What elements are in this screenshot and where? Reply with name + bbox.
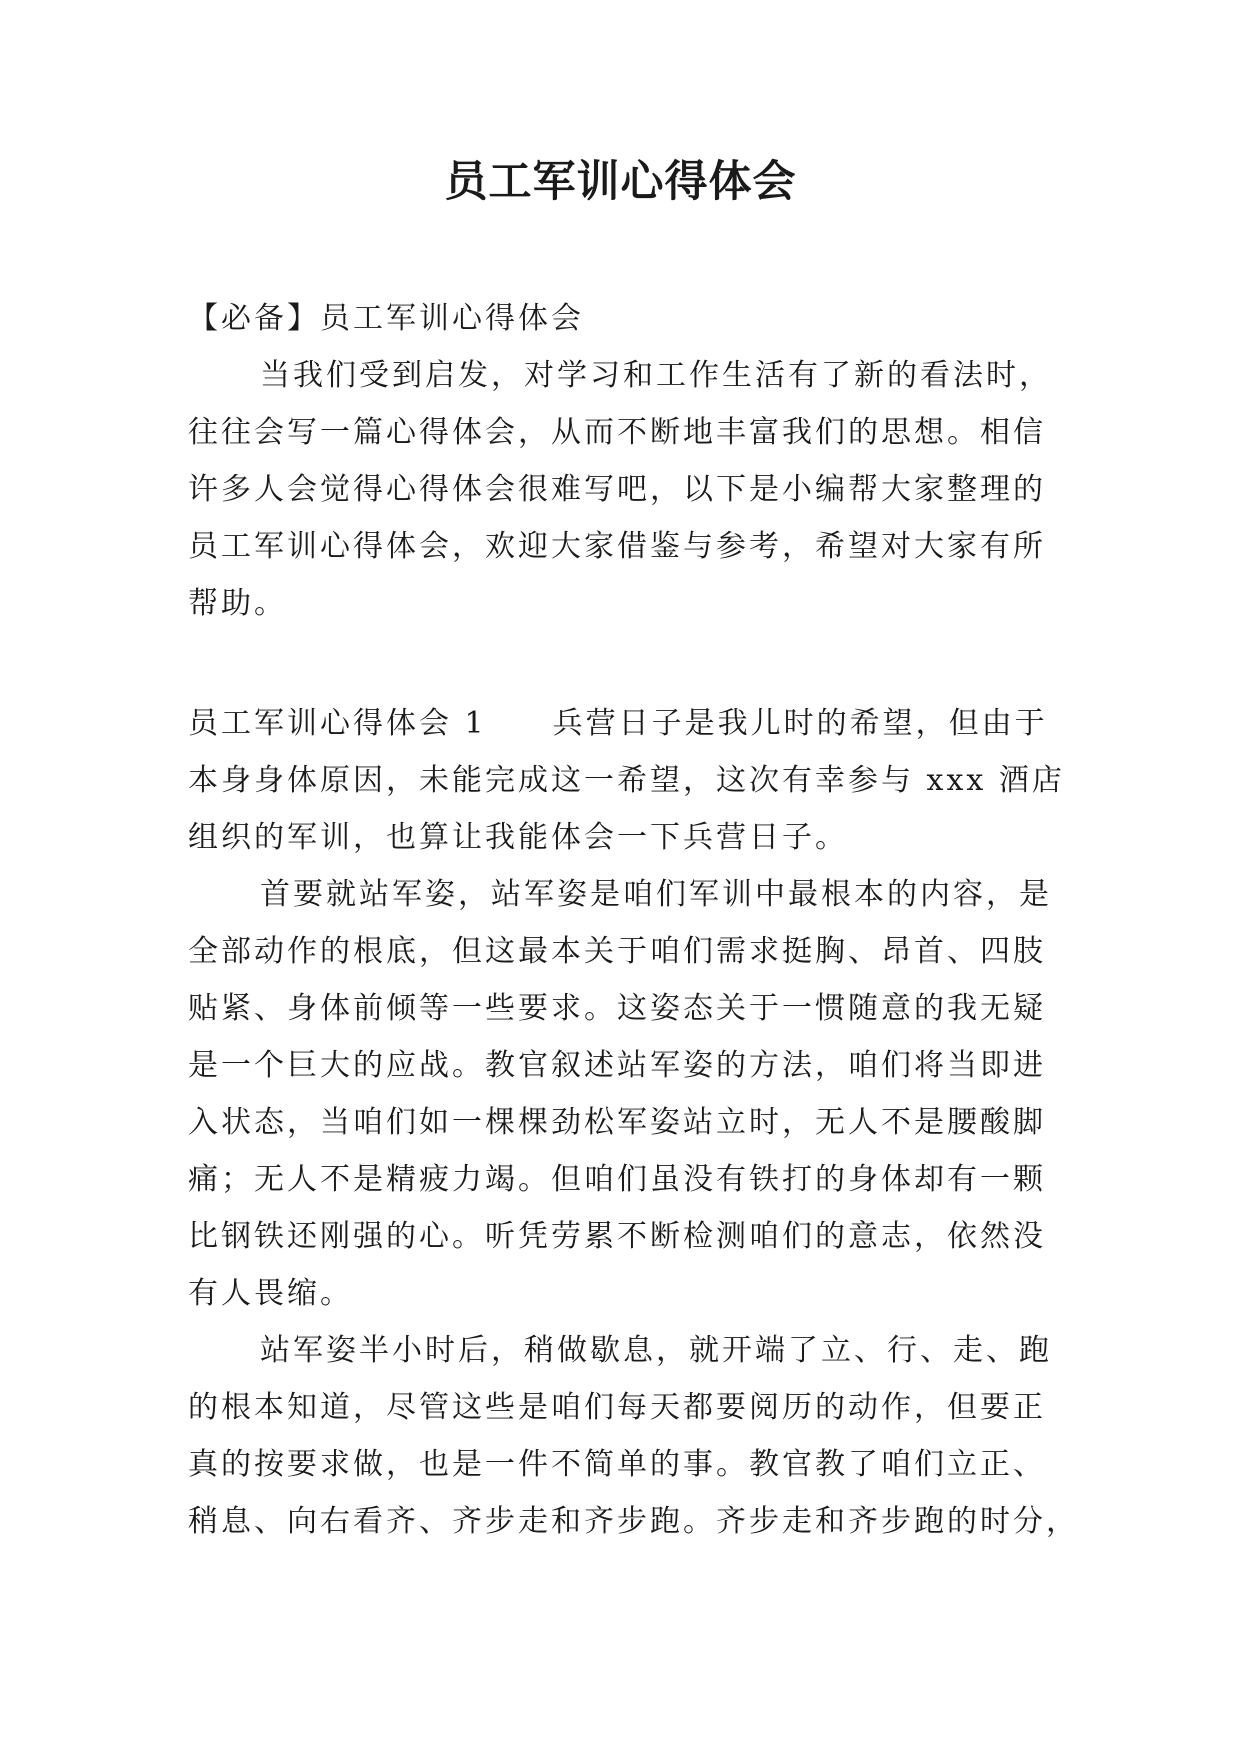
intro-line: 当我们受到启发，对学习和工作生活有了新的看法时， — [260, 358, 1052, 393]
body-line: 的根本知道，尽管这些是咱们每天都要阅历的动作，但要正 — [188, 1390, 1046, 1425]
body-line: 首要就站军姿，站军姿是咱们军训中最根本的内容，是 — [260, 877, 1052, 912]
body-line: 全部动作的根底，但这最本关于咱们需求挺胸、昂首、四肢 — [188, 934, 1046, 969]
intro-line: 往往会写一篇心得体会，从而不断地丰富我们的思想。相信 — [188, 415, 1046, 450]
body-line: 稍息、向右看齐、齐步走和齐步跑。齐步走和齐步跑的时分， — [188, 1504, 1079, 1539]
intro-line: 员工军训心得体会，欢迎大家借鉴与参考，希望对大家有所 — [188, 529, 1046, 564]
document-title: 员工军训心得体会 — [444, 157, 797, 207]
body-line: 真的按要求做，也是一件不简单的事。教官教了咱们立正、 — [188, 1447, 1046, 1482]
body-line: 本身身体原因，未能完成这一希望，这次有幸参与 xxx 酒店 — [188, 763, 1065, 798]
body-line: 是一个巨大的应战。教官叙述站军姿的方法，咱们将当即进 — [188, 1048, 1046, 1083]
body-line: 站军姿半小时后，稍做歇息，就开端了立、行、走、跑 — [260, 1333, 1052, 1368]
body-line: 有人畏缩。 — [188, 1276, 353, 1311]
intro-line: 许多人会觉得心得体会很难写吧，以下是小编帮大家整理的 — [188, 472, 1046, 507]
intro-line: 帮助。 — [188, 586, 287, 621]
essay-heading-line: 员工军训心得体会 1 兵营日子是我儿时的希望，但由于 — [188, 706, 1048, 741]
paragraph-gap — [188, 632, 1068, 689]
body-line: 痛；无人不是精疲力竭。但咱们虽没有铁打的身体却有一颗 — [188, 1162, 1046, 1197]
body-line: 贴紧、身体前倾等一些要求。这姿态关于一惯随意的我无疑 — [188, 991, 1046, 1026]
subtitle-line: 【必备】员工军训心得体会 — [188, 301, 584, 336]
body-line: 组织的军训，也算让我能体会一下兵营日子。 — [188, 820, 848, 855]
document-body — [188, 290, 1079, 1550]
body-line: 比钢铁还刚强的心。听凭劳累不断检测咱们的意志，依然没 — [188, 1219, 1046, 1254]
body-line: 入状态，当咱们如一棵棵劲松军姿站立时，无人不是腰酸脚 — [188, 1105, 1046, 1140]
